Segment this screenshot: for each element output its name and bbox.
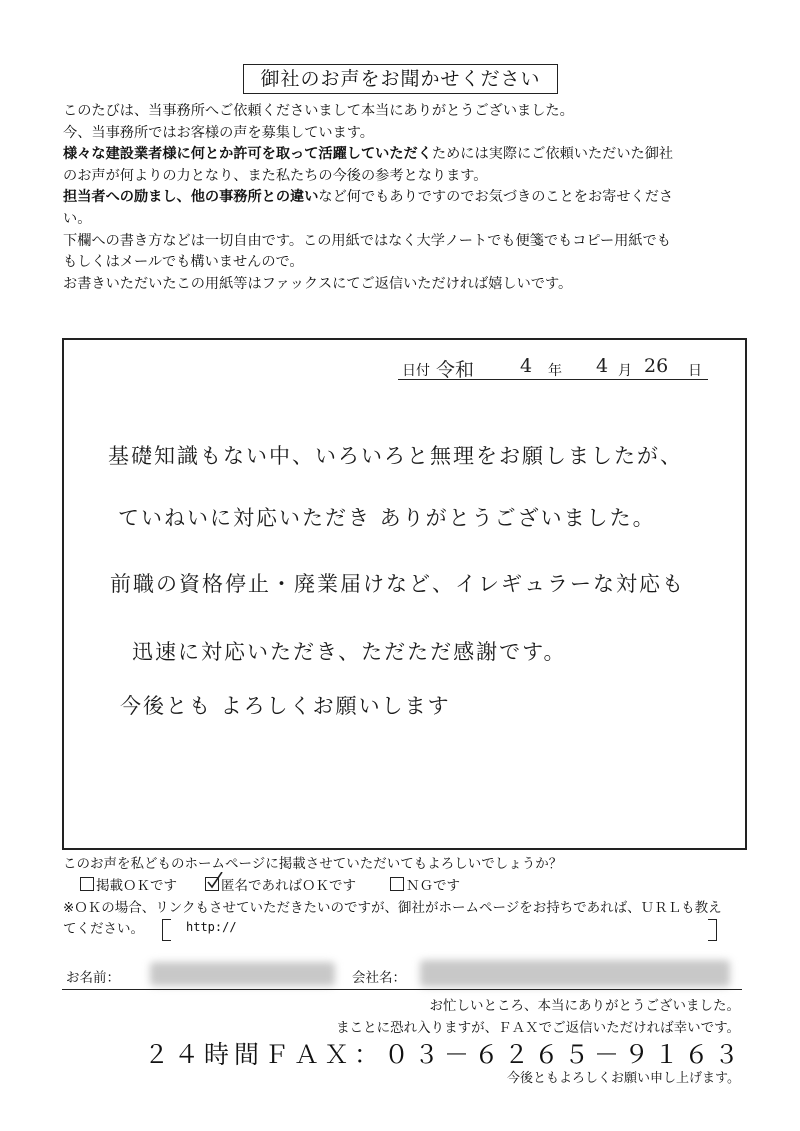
date-month-unit: 月 xyxy=(618,363,632,379)
date-row xyxy=(398,357,708,380)
handwritten-line: 前職の資格停止・廃業届けなど、イレギュラーな対応も xyxy=(110,572,685,596)
intro-line: 下欄への書き方などは一切自由です。この用紙ではなく大学ノートでも便箋でもコピー用紙でも xyxy=(63,232,671,249)
option-label: 掲載ＯＫです xyxy=(96,878,177,894)
intro-line: お書きいただいたこの用紙等はファックスにてご返信いただければ嬉しいです。 xyxy=(63,275,573,292)
closing-thanks: お忙しいところ、本当にありがとうございました。 xyxy=(429,998,740,1014)
option-anonymous-ok[interactable] xyxy=(205,874,356,894)
intro-line: のお声が何よりの力となり、また私たちの今後の参考となります。 xyxy=(63,167,488,184)
handwritten-line: 基礎知識もない中、いろいろと無理をお願しましたが、 xyxy=(108,444,683,468)
intro-line: このたびは、当事務所へご依頼くださいまして本当にありがとうございました。 xyxy=(63,103,574,119)
intro-bold: 様々な建設業者様に何とか許可を取って活躍していただく xyxy=(63,146,432,163)
checkbox[interactable] xyxy=(80,877,94,891)
bracket-right xyxy=(708,919,717,941)
intro-text xyxy=(63,101,753,295)
date-day: 26 xyxy=(644,355,669,377)
closing-regards: 今後ともよろしくお願い申し上げます。 xyxy=(507,1071,740,1086)
intro-bold: 担当者への励まし、他の事務所との違い xyxy=(63,189,319,206)
intro-line xyxy=(63,144,753,166)
company-redacted[interactable] xyxy=(420,960,730,987)
intro-line: 今、当事務所ではお客様の声を募集しています。 xyxy=(63,124,374,141)
page-title: 御社のお声をお聞かせください xyxy=(243,64,558,94)
name-label: お名前： xyxy=(66,970,120,986)
date-day-unit: 日 xyxy=(688,363,702,379)
intro-line: もしくはメールでも構いませんので。 xyxy=(63,254,304,271)
intro-line: い。 xyxy=(63,210,92,227)
url-field[interactable]: http:// xyxy=(186,920,237,934)
handwritten-line: 迅速に対応いただき、ただただ感謝です。 xyxy=(132,640,567,664)
fax-number: ２４時間ＦＡＸ：０３－６２６５－９１６３ xyxy=(143,1040,744,1069)
url-note-line: てください。 xyxy=(63,921,144,937)
handwritten-line: 今後とも よろしくお願いします xyxy=(120,694,451,718)
handwritten-line: ていねいに対応いただき ありがとうございました。 xyxy=(118,506,656,530)
option-label: ＮＧです xyxy=(406,878,460,894)
checkbox[interactable] xyxy=(390,877,404,891)
company-label: 会社名： xyxy=(352,970,406,986)
closing-fax-request: まことに恐れ入りますが、ＦＡＸでご返信いただければ幸いです。 xyxy=(336,1020,740,1036)
check-mark-icon xyxy=(206,872,224,890)
permission-question: このお声を私どものホームページに掲載させていただいてもよろしいでしょうか？ xyxy=(63,856,563,872)
date-era: 令和 xyxy=(436,359,475,381)
divider xyxy=(62,989,742,990)
checkbox[interactable] xyxy=(205,877,219,891)
option-label: 匿名であればＯＫです xyxy=(221,878,356,894)
option-publish-ok[interactable] xyxy=(80,874,177,894)
option-ng[interactable] xyxy=(390,874,460,894)
date-year: 4 xyxy=(520,355,533,377)
intro-rest: ためには実際にご依頼いただいた御社 xyxy=(431,146,674,163)
intro-rest: など何でもありですのでお気づきのことをお寄せくださ xyxy=(318,189,674,206)
name-redacted[interactable] xyxy=(150,962,335,986)
date-month: 4 xyxy=(596,355,609,377)
bracket-left xyxy=(162,919,171,941)
intro-line xyxy=(63,187,753,209)
date-label: 日付 xyxy=(402,363,430,379)
url-note-line: ※ＯＫの場合、リンクもさせていただきたいのですが、御社がホームページをお持ちであれば、ＵＲＬも教え xyxy=(63,900,722,916)
date-year-unit: 年 xyxy=(548,363,562,379)
